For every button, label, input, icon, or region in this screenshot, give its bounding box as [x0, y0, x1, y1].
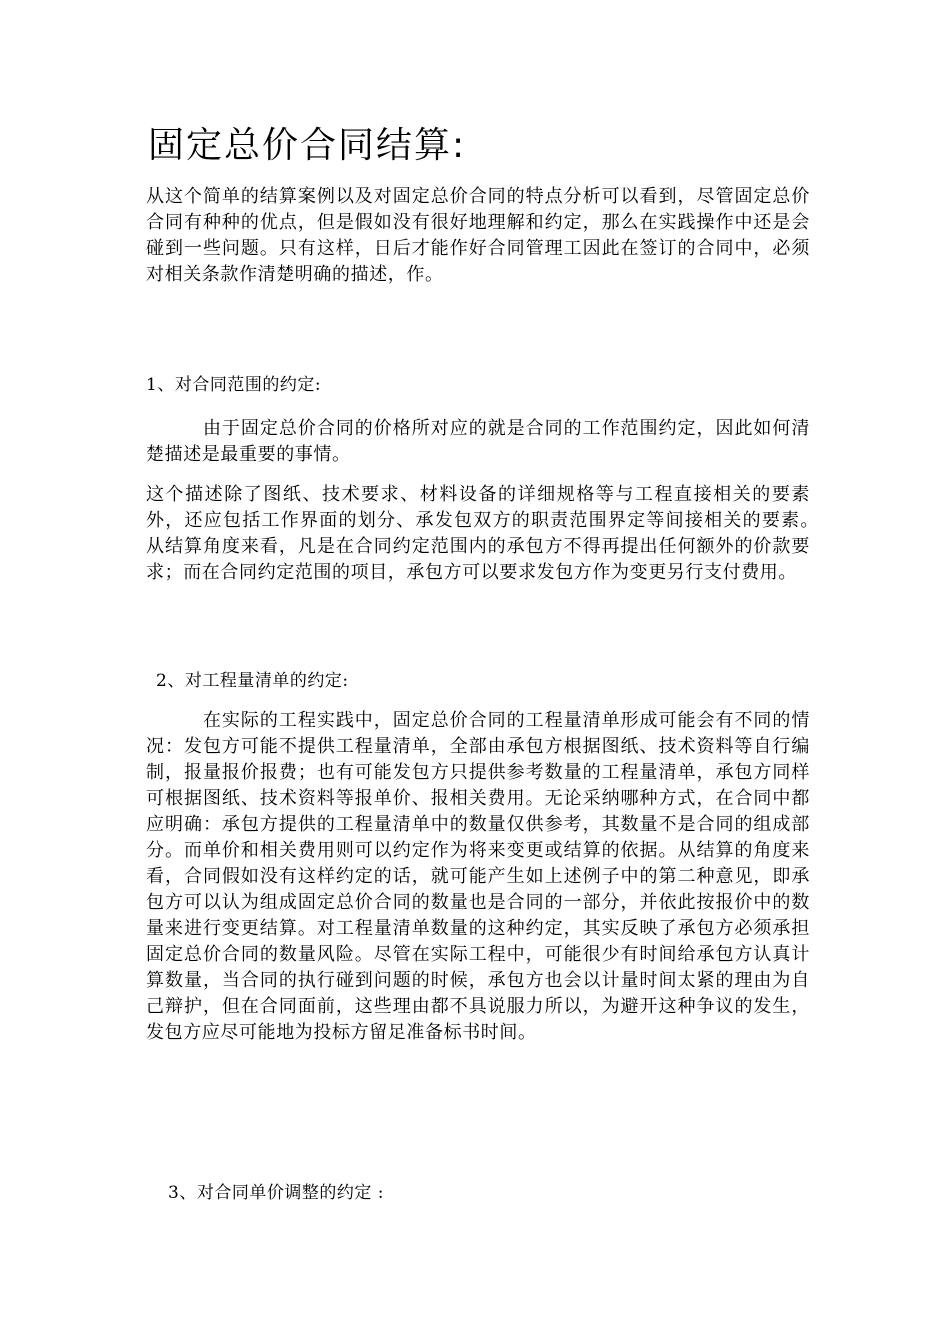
intro-paragraph: 从这个简单的结算案例以及对固定总价合同的特点分析可以看到，尽管固定总价合同有种种的优点，但是假如没有很好地理解和约定，那么在实践操作中还是会碰到一些问题。只有这样，日后才能作好合同管理工因此在签订的合同中，必须对相关条款作清楚明确的描述，作。 [146, 186, 810, 285]
page-title: 固定总价合同结算: [148, 125, 467, 166]
section-2-heading: 2、对工程量清单的约定: [156, 671, 349, 691]
section-1-paragraph-2: 这个描述除了图纸、技术要求、材料设备的详细规格等与工程直接相关的要素外，还应包括工作界面的划分、承发包双方的职责范围界定等间接相关的要素。 从结算角度来看，凡是在合同约定范围内的承包方不得再提出任何额外的价款要求；而在合同约定范围的项目，承包方可以要求发包方作为变更另行支付费用。 [146, 484, 848, 583]
section-2-paragraph-1: 在实际的工程实践中，固定总价合同的工程量清单形成可能会有不同的情况：发包方可能不提供工程量清单，全部由承包方根据图纸、技术资料等自行编制，报量报价报费；也有可能发包方只提供参考数量的工程量清单，承包方同样可根据图纸、技术资料等报单价、报相关费用。无论采纳哪种方式，在合同中都应明确：承包方提供的工程量清单中的数量仅供参考，其数量不是合同的组成部分。而单价和相关费用则可以约定作为将来变更或结算的依据。从结算的角度来看，合同假如没有这样约定的话，就可能产生如上述例子中的第二种意见，即承包方可以认为组成固定总价合同的数量也是合同的一部分，并依此按报价中的数量来进行变更结算。对工程量清单数量的这种约定，其实反映了承包方必须承担固定总价合同的数量风险。尽管在实际工程中，可能很少有时间给承包方认真计算数量，当合同的执行碰到问题的时候，承包方也会以计量时间太紧的理由为自己辩护，但在合同面前，这些理由都不具说服力所以，为避开这种争议的发生，发包方应尽可能地为投标方留足准备标书时间。 [146, 710, 810, 1043]
section-1-heading: 1、对合同范围的约定: [146, 375, 322, 395]
section-1-paragraph-1: 由于固定总价合同的价格所对应的就是合同的工作范围约定，因此如何清楚描述是最重要的事情。 [146, 418, 810, 465]
section-3-heading: 3、对合同单价调整的约定 : [168, 1183, 384, 1203]
